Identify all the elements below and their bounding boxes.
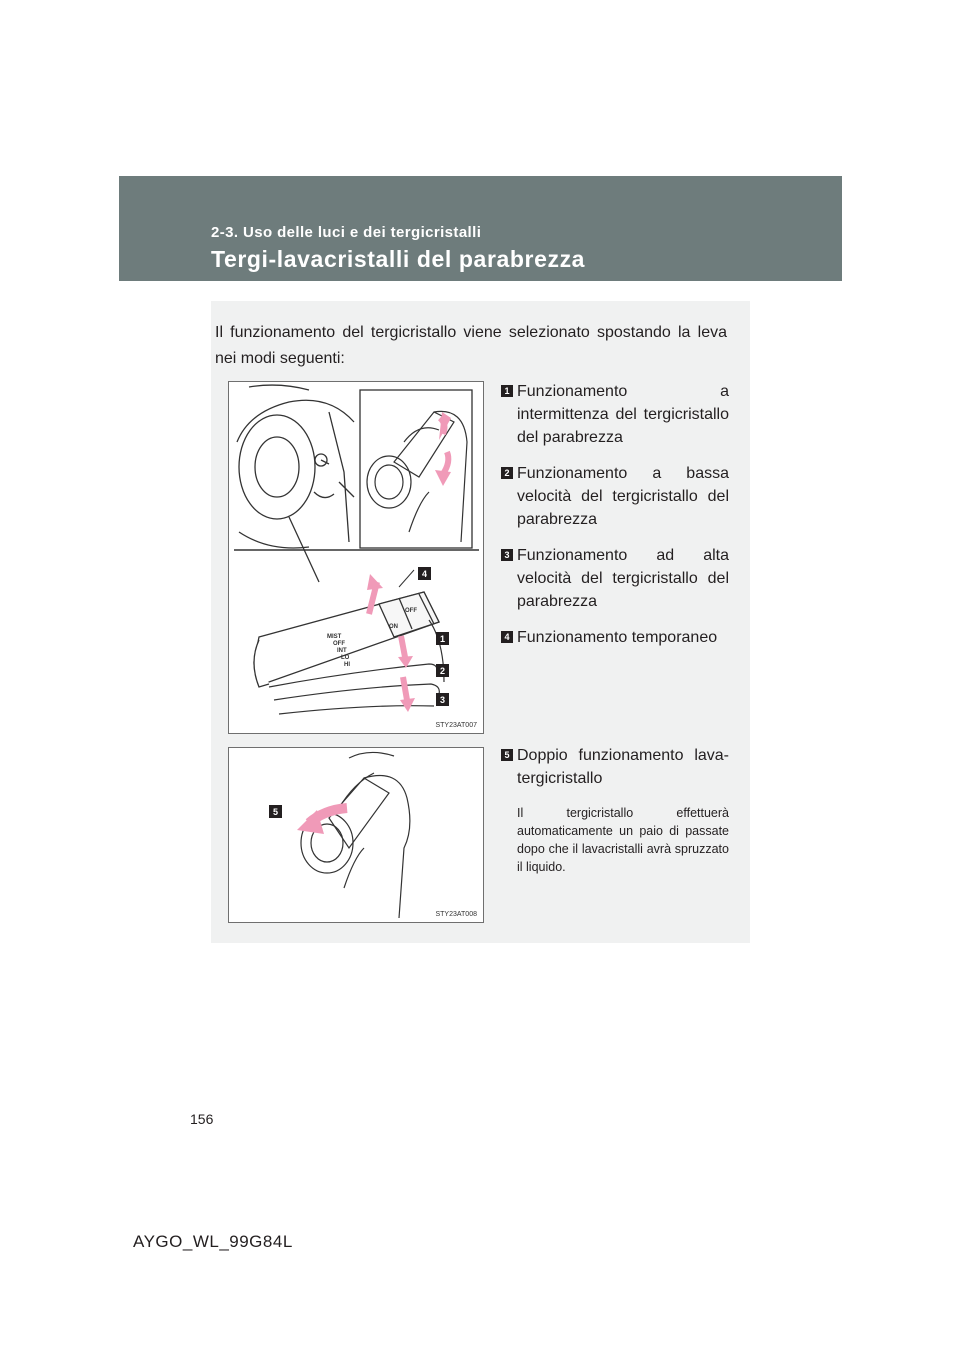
intro-text: Il funzionamento del tergicristallo viene selezionato spostando la leva nei modi seguenti: <box>215 324 727 367</box>
arrow-3-icon <box>403 677 407 700</box>
washer-label-on: ON <box>389 624 398 630</box>
lever-label-mist: MIST <box>327 634 342 640</box>
item-badge: 5 <box>501 749 513 761</box>
washer-item <box>501 744 729 876</box>
content-panel <box>211 301 750 943</box>
washer-label-off: OFF <box>405 608 417 614</box>
washer-illustration <box>229 748 483 922</box>
callout-5: 5 <box>272 807 279 817</box>
lever-label-int: INT <box>337 648 347 654</box>
list-item <box>501 626 729 649</box>
lever-label-off: OFF <box>333 641 345 647</box>
wiper-lever-figure <box>228 381 484 734</box>
item-text: Funzionamento ad alta velocità del tergicristallo del parabrezza <box>517 547 729 610</box>
section-header <box>119 176 842 281</box>
figure-code: STY23AT008 <box>435 911 477 918</box>
page-number: 156 <box>190 1111 214 1127</box>
inset-frame <box>360 390 472 548</box>
mode-list <box>501 380 729 662</box>
callout-2: 2 <box>439 666 446 676</box>
list-item <box>501 380 729 449</box>
item-note: Il tergicristallo effettuerà automaticamente un paio di passate dopo che il lavacristalli avrà spruzzato il liquido. <box>517 806 729 874</box>
lever-label-lo: LO <box>341 655 350 661</box>
item-badge: 3 <box>501 549 513 561</box>
item-badge: 2 <box>501 467 513 479</box>
arrow-1-icon <box>401 636 405 657</box>
item-text: Funzionamento a bassa velocità del tergicristallo del parabrezza <box>517 465 729 528</box>
lever-label-hi: HI <box>344 662 350 668</box>
callout-3: 3 <box>439 695 446 705</box>
callout-1: 1 <box>439 634 446 644</box>
wiper-lever-illustration <box>229 382 483 733</box>
hand-lever-sketch <box>301 752 410 918</box>
dashboard-sketch <box>237 385 354 582</box>
wiper-lever <box>254 592 439 687</box>
document-code: AYGO_WL_99G84L <box>133 1232 293 1251</box>
figure-code: STY23AT007 <box>435 722 477 729</box>
list-item <box>501 462 729 531</box>
list-item <box>501 744 729 790</box>
section-label: 2-3. Uso delle luci e dei tergicristalli <box>211 224 482 241</box>
item-text: Doppio funzionamento lava-tergicristallo <box>517 747 729 787</box>
item-badge: 1 <box>501 385 513 397</box>
item-text: Funzionamento a intermittenza del tergicristallo del parabrezza <box>517 383 729 446</box>
item-badge: 4 <box>501 631 513 643</box>
page-title: Tergi-lavacristalli del parabrezza <box>211 246 586 272</box>
list-item <box>501 544 729 613</box>
callout-4: 4 <box>421 569 428 579</box>
item-text: Funzionamento temporaneo <box>517 629 718 646</box>
washer-figure <box>228 747 484 923</box>
